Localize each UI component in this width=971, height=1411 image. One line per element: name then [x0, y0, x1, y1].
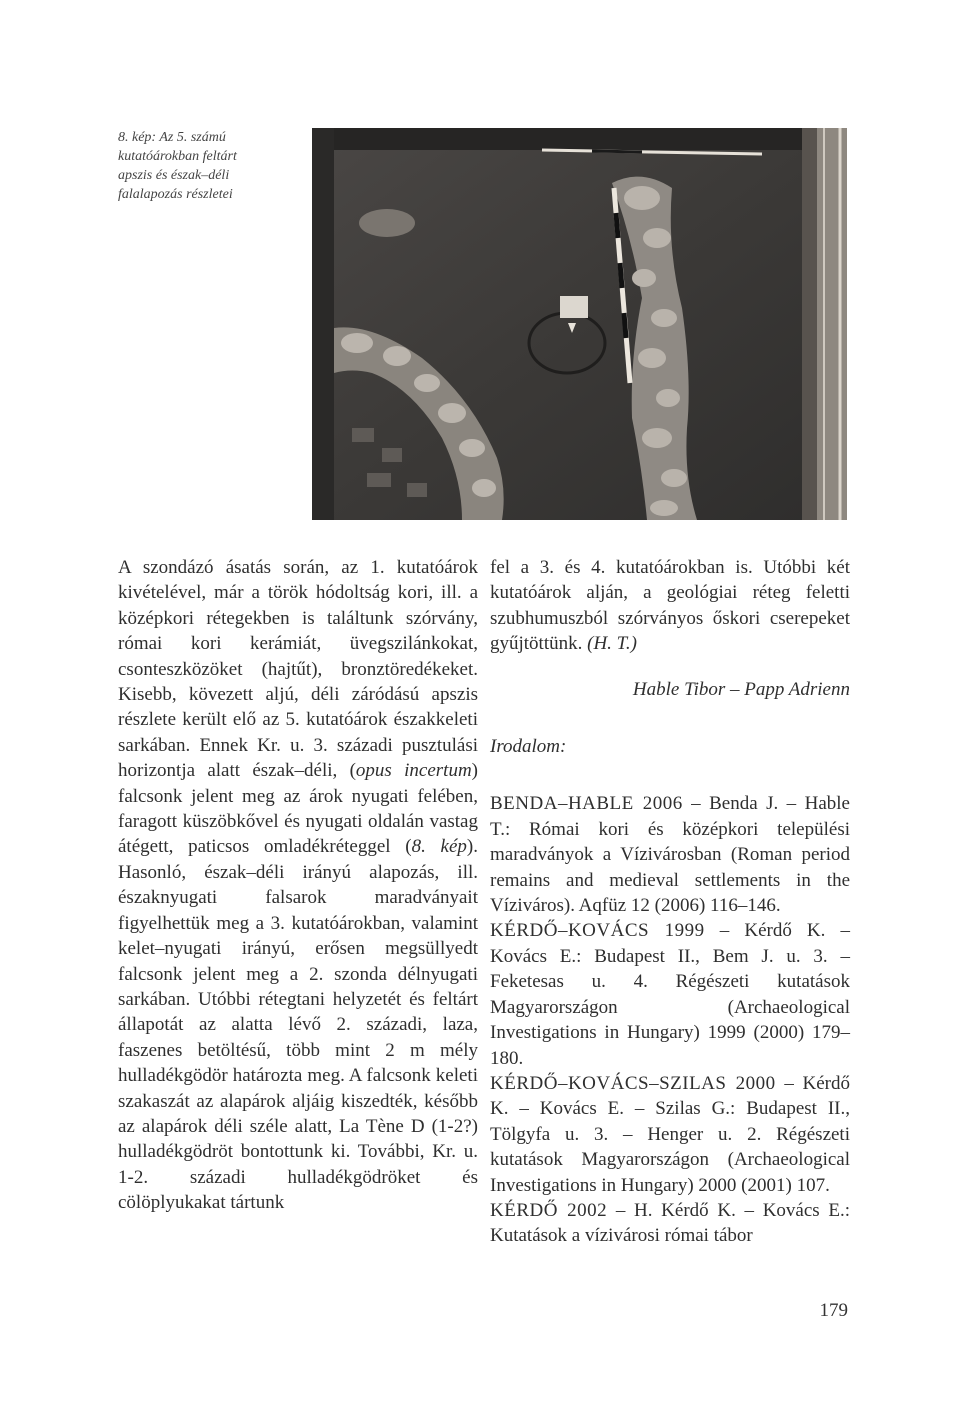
reference-text: – Kérdő K. – Kovács E. – Szilas G.: Budapest II., Tölgyfa u. 3. – Henger u. 2. Régészeti kutatások Magyarországon (Archaeological Investigations in Hungary) 2000 (2001) 107.: [490, 1072, 851, 1196]
reference-text: – H. Kérdő K. – Kovács E.: Kutatások a vízivárosi római tábor: [490, 1199, 850, 1247]
figure-reference: 8. kép: [411, 836, 467, 858]
reference-text: – Kérdő K. – Kovács E.: Budapest II., Bem J. u. 3. – Feketesas u. 4. Régészeti kutatások Magyarországon (Archaeological Investigations in Hungary) 1999 (2000) 179–180.: [490, 920, 850, 1069]
body-paragraph: [490, 555, 850, 657]
reference-key: KÉRDŐ–KOVÁCS 1999: [490, 920, 705, 942]
body-paragraph: [118, 555, 478, 1216]
caption-line: 8. kép: Az 5. számú: [118, 130, 226, 145]
reference-key: KÉRDŐ–KOVÁCS–SZILAS 2000: [490, 1072, 776, 1094]
body-text: A szondázó ásatás során, az 1. kutatóárok kivételével, már a török hódoltság kori, ill. a középkori rétegekben is találtunk szórvány, római kori kerámiát, üvegszilánkokat, csonteszközöket (hajtűt), bronztöredékeket. Kisebb, kövezett aljú, déli záródású apszis részlete került elő az 5. kutatóárok északkeleti sarkában. Ennek Kr. u. 3. századi pusztulási horizontja alatt észak–déli, (: [118, 557, 478, 782]
reference-item: [490, 791, 850, 918]
reference-item: [490, 918, 850, 1070]
excavation-photo: [312, 128, 847, 520]
body-text: ). Hasonló, észak–déli irányú alapozás, ill. északnyugati falsarok maradványait figyelhettük meg a 3. kutatóárokban, valamint kelet–nyugati irányú, erősen megsüllyedt falcsonk jelent meg a 2. szonda délnyugati sarkában. Utóbbi rétegtani helyzetét és feltárt állapotát az alatta lévő 2. századi, laza, faszenes betöltésű, több mint 2 m mély hulladékgödör határozta meg. A falcsonk keleti szakaszát az alapárok aljáig kiszedték, később az alapárok déli széle alatt, La Tène D (1-2?) hulladékgödröt bontottunk ki. További, Kr. u. 1-2. századi hulladékgödröket és cölöplyukakat tártunk: [118, 836, 478, 1214]
reference-key: BENDA–HABLE 2006: [490, 793, 683, 815]
reference-item: [490, 1198, 850, 1249]
section-title: Irodalom:: [490, 736, 567, 758]
reference-text: – Benda J. – Hable T.: Római kori és középkori települési maradványok a Vízivárosban (Roman period remains and medieval settlements in the Víziváros). Aqfüz 12 (2006) 116–146.: [490, 793, 850, 917]
body-text-italic: opus incertum: [355, 760, 472, 782]
body-text: ) falcsonk jelent meg az árok nyugati felében, faragott küszöbkővel és nyugati oldalán vastag átégett, paticsos omladékréteggel (: [118, 760, 478, 858]
left-text-column: [118, 555, 478, 1216]
author-initials: (H. T.): [587, 633, 637, 655]
body-text: fel a 3. és 4. kutatóárokban is. Utóbbi két kutatóárok alján, a geológiai réteg feletti szubhumuszból szórványos őskori cserepeket gyűjtöttünk.: [490, 557, 850, 655]
reference-list: [490, 791, 850, 1248]
caption-line: falalapozás részletei: [118, 187, 233, 202]
reference-key: KÉRDŐ 2002: [490, 1199, 608, 1221]
caption-line: apszis és észak–déli: [118, 168, 230, 183]
caption-line: kutatóárokban feltárt: [118, 149, 237, 164]
excavation-photo-drawing: [312, 128, 847, 520]
reference-item: [490, 1071, 850, 1198]
figure-caption: [118, 128, 308, 204]
right-text-column: [490, 555, 850, 1249]
author-attribution: Hable Tibor – Papp Adrienn: [632, 678, 850, 700]
page-number: 179: [819, 1300, 848, 1321]
